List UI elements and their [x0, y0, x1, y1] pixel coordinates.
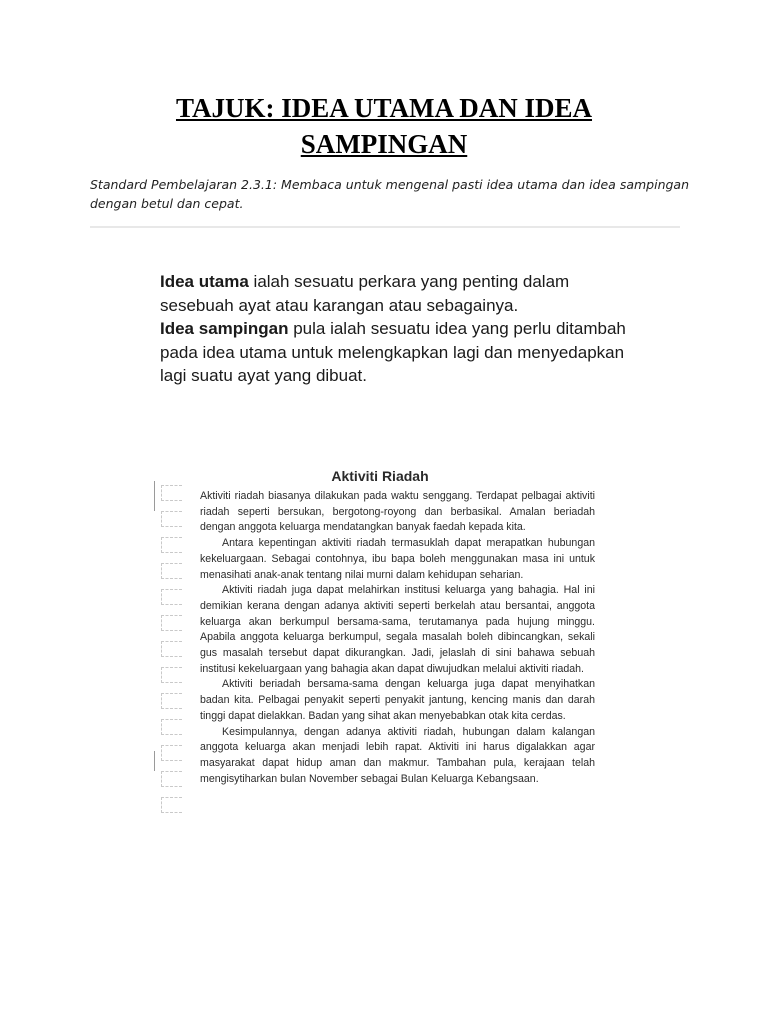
passage-paragraph: Aktiviti riadah biasanya dilakukan pada waktu senggang. Terdapat pelbagai aktiviti riadah seperti bersukan, bergotong-royong dan berbasikal. Amalan beriadah dengan anggota keluarga mendatangkan banyak faedah kepada kita.	[200, 490, 595, 534]
side-idea-text: pula ialah sesuatu idea yang perlu ditambah pada idea utama untuk melengkapkan lagi dan menyedapkan lagi suatu ayat yang dibuat.	[160, 319, 626, 385]
learning-standard: Standard Pembelajaran 2.3.1: Membaca untuk mengenal pasti idea utama dan idea sampingan dengan betul dan cepat.	[90, 177, 690, 211]
margin-tick	[154, 481, 155, 511]
divider	[90, 226, 680, 228]
page-title	[0, 90, 768, 162]
margin-marks	[153, 481, 187, 826]
main-idea-term: Idea utama	[160, 272, 249, 291]
passage-body	[200, 489, 595, 787]
passage-paragraph: Antara kepentingan aktiviti riadah termasuklah dapat merapatkan hubungan kekeluargaan. Sebagai contohnya, ibu bapa boleh menggunakan masa ini untuk menasihati anak-anak tentang nilai murni dalam kehidupan seharian.	[200, 537, 595, 581]
side-idea-term: Idea sampingan	[160, 319, 289, 338]
main-idea-definition	[160, 270, 630, 317]
margin-tick	[154, 751, 155, 771]
definitions	[160, 270, 630, 388]
side-idea-definition	[160, 317, 630, 388]
main-idea-text: ialah sesuatu perkara yang penting dalam sesebuah ayat atau karangan atau sebagainya.	[160, 272, 570, 315]
page-title-line-1: TAJUK: IDEA UTAMA DAN IDEA	[175, 93, 593, 123]
passage-paragraph: Aktiviti beriadah bersama-sama dengan keluarga juga dapat menyihatkan badan kita. Pelbagai penyakit seperti penyakit jantung, kencing manis dan darah tinggi dapat dielakkan. Badan yang sihat akan menyebabkan otak kita cerdas.	[200, 678, 595, 722]
passage-title: Aktiviti Riadah	[331, 468, 429, 484]
page-title-line-2: SAMPINGAN	[300, 129, 468, 159]
passage-paragraph: Kesimpulannya, dengan adanya aktiviti riadah, hubungan dalam kalangan anggota keluarga akan menjadi lebih rapat. Aktiviti ini harus digalakkan agar masyarakat dapat hidup aman dan makmur. Tambahan pula, kerajaan telah mengisytiharkan bulan November sebagai Bulan Keluarga Kebangsaan.	[200, 725, 595, 785]
passage-paragraph: Aktiviti riadah juga dapat melahirkan institusi keluarga yang bahagia. Hal ini demikian kerana dengan adanya aktiviti seperti berkelah atau bersantai, anggota keluarga akan berkumpul bersama-sama, terutamanya pada hujung minggu. Apabila anggota keluarga berkumpul, segala masalah boleh dibincangkan, sekali gus masalah tersebut dapat dikurangkan. Jadi, jelaslah di sini bahawa sebuah institusi kekeluargaan yang bahagia akan dapat diwujudkan melalui aktiviti riadah.	[200, 584, 595, 675]
scanned-passage	[145, 455, 600, 835]
